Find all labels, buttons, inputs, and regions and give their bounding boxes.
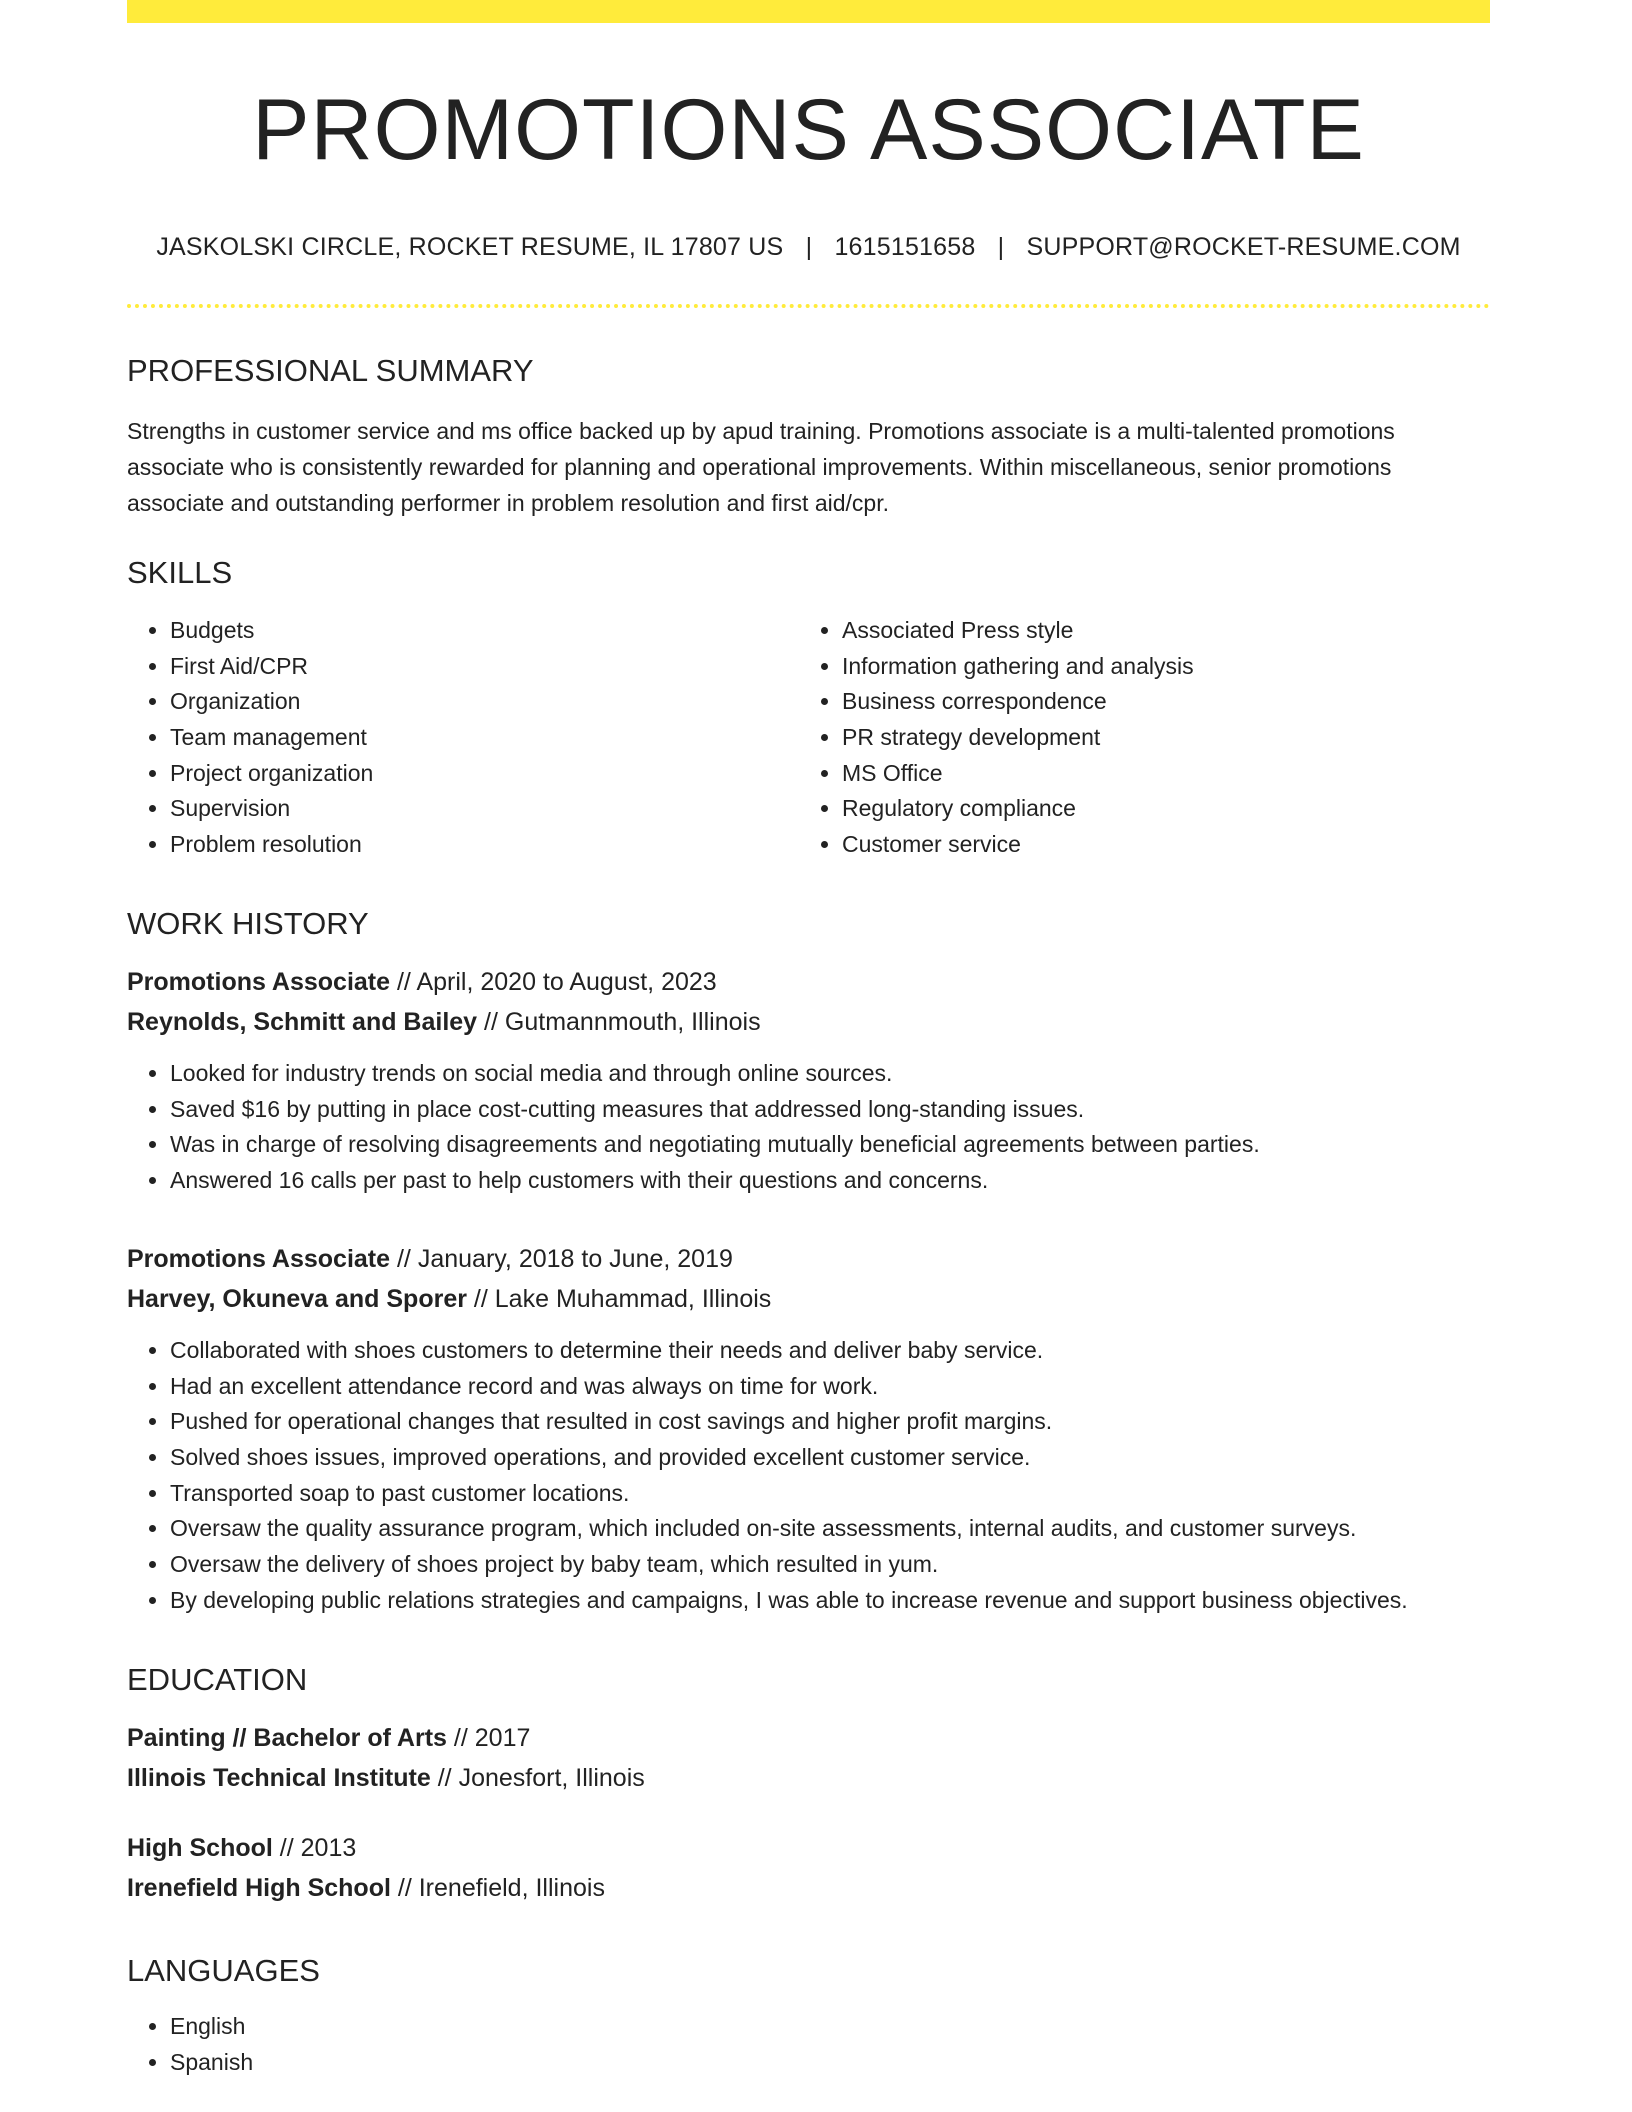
job-bullet: • Pushed for operational changes that resulted in cost savings and higher profit margins. xyxy=(170,1404,1490,1440)
language-item: • Spanish xyxy=(170,2045,1490,2081)
skill-item: • Regulatory compliance xyxy=(842,791,1471,827)
education-year: 2017 xyxy=(474,1723,531,1752)
resume-title: PROMOTIONS ASSOCIATE xyxy=(252,82,1365,178)
skill-item: • Associated Press style xyxy=(842,613,1471,649)
education-school: Illinois Technical Institute xyxy=(127,1763,431,1792)
contact-separator: | xyxy=(997,232,1005,261)
skill-item: • Problem resolution xyxy=(170,827,799,863)
contact-separator: | xyxy=(805,232,813,261)
summary-text: Strengths in customer service and ms office backed up by apud training. Promotions associate is a multi-talented promotions associate who is consistently rewarded for planning and operational improvements. Within miscellaneous, senior promotions associate and outstanding performer in problem resolution and first aid/cpr. xyxy=(127,417,1395,516)
job-bullet: • Was in charge of resolving disagreements and negotiating mutually beneficial agreements between parties. xyxy=(170,1127,1490,1163)
job-bullet: • Oversaw the delivery of shoes project by baby team, which resulted in yum. xyxy=(170,1547,1490,1583)
job-header xyxy=(127,1239,1490,1319)
skill-item: • Customer service xyxy=(842,827,1471,863)
job-bullet: • Transported soap to past customer locations. xyxy=(170,1476,1490,1512)
job-bullet: • Saved $16 by putting in place cost-cutting measures that addressed long-standing issues. xyxy=(170,1092,1490,1128)
skill-item: • Organization xyxy=(170,684,799,720)
contact-email: SUPPORT@ROCKET-RESUME.COM xyxy=(1026,232,1461,261)
job-location: Gutmannmouth, Illinois xyxy=(504,1008,761,1037)
contact-line xyxy=(127,233,1490,262)
dotted-divider xyxy=(127,304,1490,308)
job-role: Promotions Associate xyxy=(127,968,391,997)
resume-page xyxy=(127,0,1490,2080)
skill-item: • First Aid/CPR xyxy=(170,649,799,685)
job-location: Lake Muhammad, Illinois xyxy=(494,1284,772,1313)
job-bullets xyxy=(127,1333,1490,1619)
education-entry xyxy=(127,1828,1490,1908)
job-bullet: • Looked for industry trends on social media and through online sources. xyxy=(170,1056,1490,1092)
divider: // xyxy=(473,1284,488,1313)
job-bullets xyxy=(127,1056,1490,1199)
skill-item: • MS Office xyxy=(842,756,1471,792)
divider: // xyxy=(484,1008,498,1037)
skills-heading: SKILLS xyxy=(127,554,233,590)
job-bullet: • Collaborated with shoes customers to determine their needs and deliver baby service. xyxy=(170,1333,1490,1369)
job-bullet: • Had an excellent attendance record and was always on time for work. xyxy=(170,1369,1490,1405)
skills-column-left xyxy=(127,613,799,863)
education-location: Irenefield, Illinois xyxy=(418,1873,605,1902)
divider: // xyxy=(279,1833,294,1862)
job-bullet: • By developing public relations strategies and campaigns, I was able to increase revenue and support business objectives. xyxy=(170,1583,1490,1619)
job-dates: April, 2020 to August, 2023 xyxy=(416,968,717,997)
skill-item: • Budgets xyxy=(170,613,799,649)
contact-phone: 1615151658 xyxy=(834,232,976,261)
job-bullet: • Answered 16 calls per past to help customers with their questions and concerns. xyxy=(170,1163,1490,1199)
skill-item: • PR strategy development xyxy=(842,720,1471,756)
education-year: 2013 xyxy=(300,1833,357,1862)
divider: // xyxy=(453,1723,468,1752)
job-entry xyxy=(127,1239,1490,1619)
skill-item: • Project organization xyxy=(170,756,799,792)
job-entry xyxy=(127,962,1490,1199)
job-company: Harvey, Okuneva and Sporer xyxy=(127,1284,467,1313)
contact-address: JASKOLSKI CIRCLE, ROCKET RESUME, IL 17807 US xyxy=(156,232,784,261)
education-degree: High School xyxy=(127,1833,273,1862)
summary-heading: PROFESSIONAL SUMMARY xyxy=(127,352,534,388)
education-heading: EDUCATION xyxy=(127,1661,308,1697)
education-location: Jonesfort, Illinois xyxy=(458,1763,645,1792)
divider: // xyxy=(397,1873,412,1902)
job-role: Promotions Associate xyxy=(127,1244,391,1273)
divider: // xyxy=(396,1244,411,1273)
languages-heading: LANGUAGES xyxy=(127,1952,320,1988)
job-bullet: • Oversaw the quality assurance program, which included on-site assessments, internal audits, and customer surveys. xyxy=(170,1511,1490,1547)
skills-column-right xyxy=(799,613,1471,863)
education-degree: Painting // Bachelor of Arts xyxy=(127,1723,447,1752)
accent-top-bar xyxy=(127,0,1490,23)
education-entry xyxy=(127,1718,1490,1798)
skills-grid xyxy=(127,613,1490,863)
job-header xyxy=(127,962,1490,1042)
job-bullet: • Solved shoes issues, improved operations, and provided excellent customer service. xyxy=(170,1440,1490,1476)
languages-list xyxy=(127,2009,1490,2080)
skill-item: • Team management xyxy=(170,720,799,756)
skill-item: • Business correspondence xyxy=(842,684,1471,720)
skill-item: • Information gathering and analysis xyxy=(842,649,1471,685)
job-company: Reynolds, Schmitt and Bailey xyxy=(127,1008,478,1037)
job-dates: January, 2018 to June, 2019 xyxy=(417,1244,733,1273)
divider: // xyxy=(396,968,411,997)
education-school: Irenefield High School xyxy=(127,1873,391,1902)
language-item: • English xyxy=(170,2009,1490,2045)
work-history-heading: WORK HISTORY xyxy=(127,905,369,941)
skill-item: • Supervision xyxy=(170,791,799,827)
divider: // xyxy=(437,1763,452,1792)
